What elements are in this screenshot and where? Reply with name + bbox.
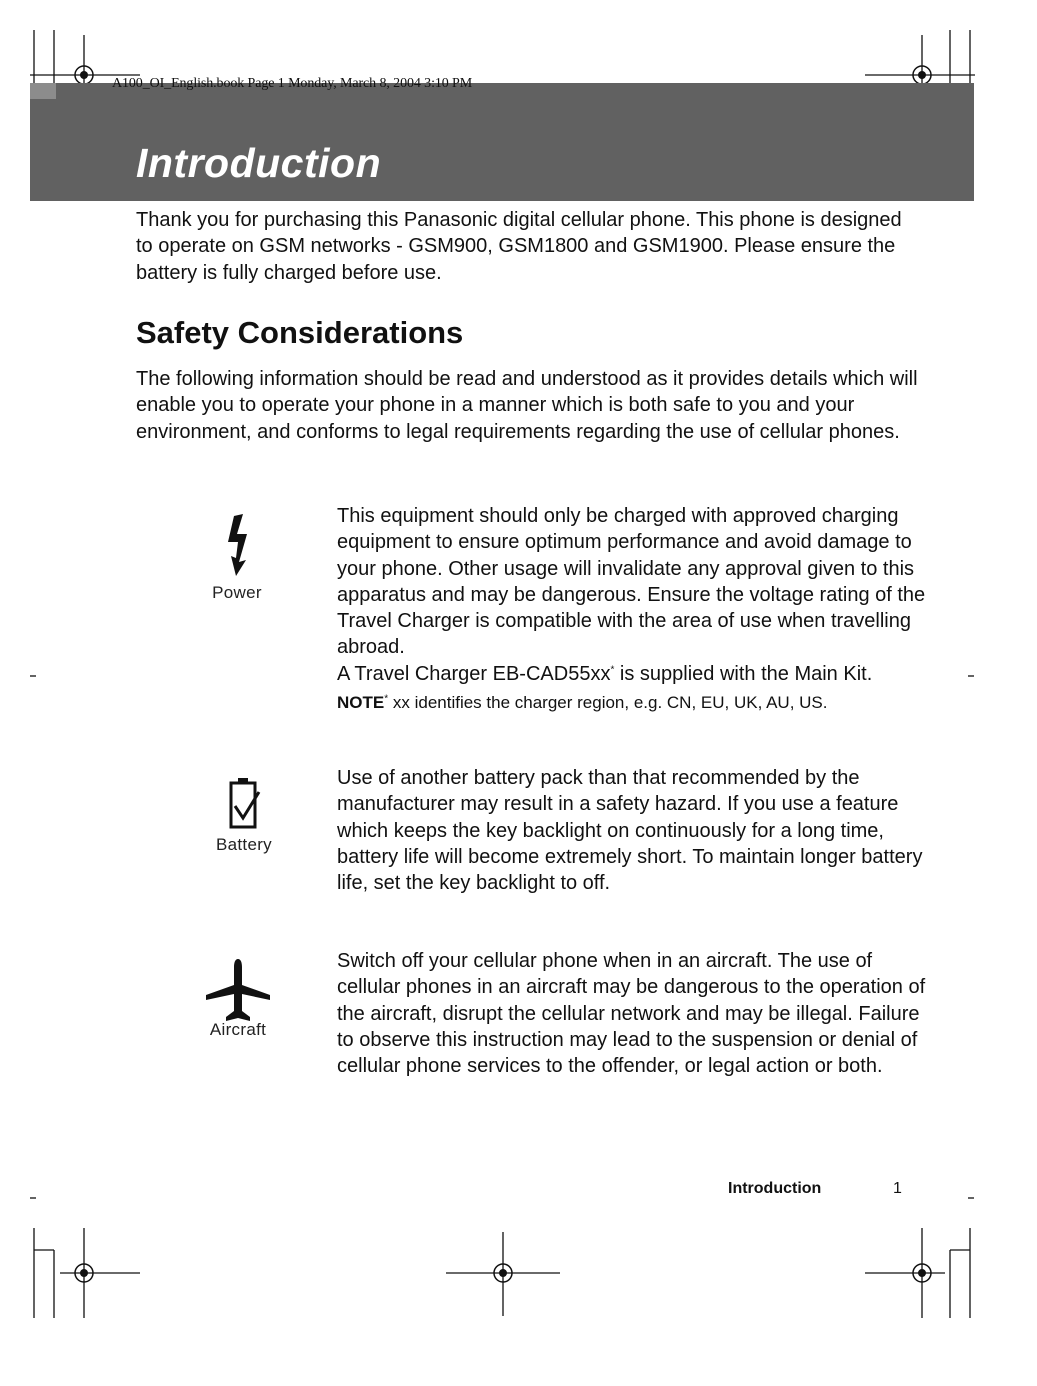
power-kit-mark: *: [610, 664, 615, 676]
power-kit-text-end: is supplied with the Main Kit.: [614, 662, 873, 685]
note-text: xx identifies the charger region, e.g. CN, EU, UK, AU, US.: [388, 693, 828, 713]
power-kit-line: [337, 661, 927, 687]
intro-paragraph: Thank you for purchasing this Panasonic digital cellular phone. This phone is designed to operate on GSM networks - GSM900, GSM1800 and GSM1900. Please ensure the battery is fully charged before use.: [136, 209, 902, 284]
power-kit-text: A Travel Charger EB-CAD55xx: [337, 662, 611, 685]
battery-text-block: [337, 765, 927, 896]
aircraft-label: Aircraft: [209, 1020, 267, 1039]
power-text: This equipment should only be charged with approved charging equipment to ensure optimum performance and avoid damage to your phone. Other usage will invalidate any approval given to this apparatus and may be dangerous. Ensure the voltage rating of the Travel Charger is compatible with the area of use when travelling abroad.: [337, 505, 926, 659]
power-label: Power: [212, 583, 262, 602]
footer-section-label: Introduction: [728, 1180, 822, 1197]
aircraft-item-icon: [188, 957, 288, 1040]
section-heading: Safety Considerations: [136, 315, 464, 350]
battery-icon: [224, 776, 264, 830]
aircraft-icon: [202, 957, 274, 1023]
book-info-line: A100_OI_English.book Page 1 Monday, March 8, 2004 3:10 PM: [112, 76, 473, 91]
aircraft-text-block: [337, 948, 927, 1079]
power-text-block: [337, 503, 927, 715]
band-tab: [30, 83, 56, 99]
power-note: [337, 691, 927, 715]
power-icon: [217, 512, 257, 578]
power-item-icon: [187, 512, 287, 603]
aircraft-text: Switch off your cellular phone when in an aircraft. The use of cellular phones in an aircraft may be dangerous to the operation of the aircraft, disrupt the cellular network and may be illegal. Failure to observe this instruction may lead to the suspension or denial of cellular phone services to the offender, or legal action or both.: [337, 950, 926, 1078]
battery-label: Battery: [216, 835, 272, 854]
battery-item-icon: [194, 776, 294, 855]
note-label: NOTE: [337, 693, 385, 713]
footer-page-number: 1: [893, 1180, 902, 1197]
note-mark: *: [384, 693, 389, 705]
safety-intro-paragraph: The following information should be read and understood as it provides details which will enable you to operate your phone in a manner which is both safe to you and your environment, and conforms to legal requirements regarding the use of cellular phones.: [136, 368, 918, 443]
page-title: Introduction: [136, 140, 382, 186]
battery-text: Use of another battery pack than that recommended by the manufacturer may result in a safety hazard. If you use a feature which keeps the key backlight on continuously for a long time, battery life will become extremely short. To maintain longer battery life, set the key backlight to off.: [337, 767, 923, 895]
